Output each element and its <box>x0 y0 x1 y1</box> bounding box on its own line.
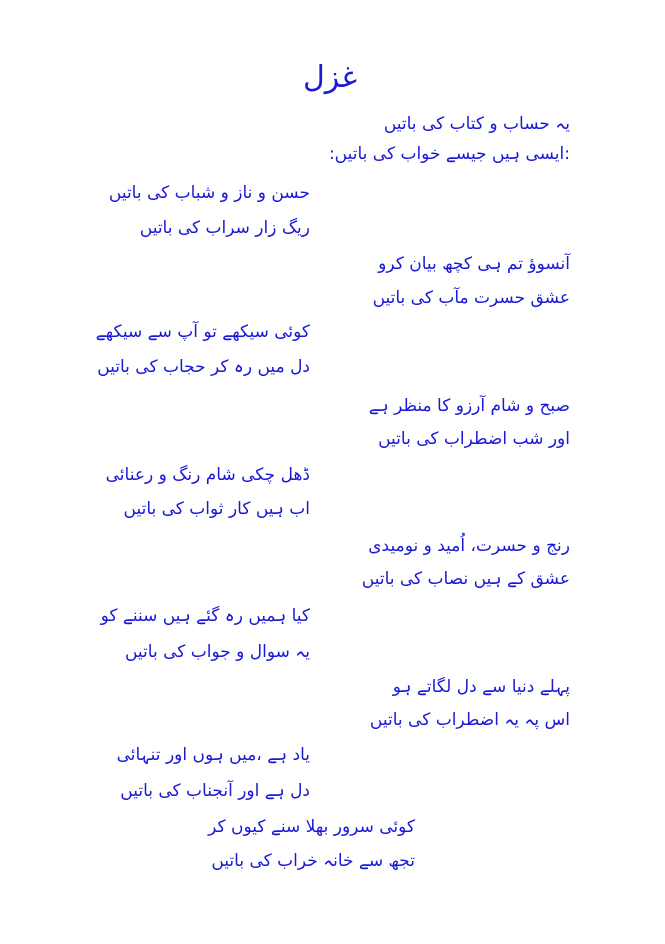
verse-line: دل ہے اور آنجناب کی باتیں <box>120 781 310 801</box>
verse-line: عشق حسرت مآب کی باتیں <box>372 288 570 308</box>
verse-line: ڈھل چکی شام رنگ و رعنائی <box>105 465 310 485</box>
poem-title: غزل <box>302 60 358 95</box>
verse-line: عشق کے ہیں نصاب کی باتیں <box>361 569 570 589</box>
verse-line: دل میں رہ کر حجاب کی باتیں <box>97 357 310 377</box>
verse-line: کوئی سیکھے تو آپ سے سیکھے <box>95 322 310 342</box>
verse-line: صبح و شام آرزو کا منظر ہے <box>368 396 570 416</box>
verse-line: رنج و حسرت، اُمید و نومیدی <box>368 536 570 556</box>
verse-line: کوئی سرور بھلا سنے کیوں کر <box>208 817 415 837</box>
verse-line: پہلے دنیا سے دل لگاتے ہو <box>392 677 570 697</box>
verse-line: اور شب اضطراب کی باتیں <box>378 429 570 449</box>
verse-line: ریگ زار سراب کی باتیں <box>139 218 310 238</box>
verse-line: یہ سوال و جواب کی باتیں <box>124 642 310 662</box>
verse-line: :ایسی ہیں جیسے خواب کی باتیں: <box>328 144 570 164</box>
verse-line: یہ حساب و کتاب کی باتیں <box>383 114 570 134</box>
verse-line: اب ہیں کار ثواب کی باتیں <box>123 499 310 519</box>
verse-line: یاد ہے ،میں ہوں اور تنہائی <box>116 745 310 765</box>
verse-line: اس پہ یہ اضطراب کی باتیں <box>369 710 570 730</box>
verse-line: کیا ہمیں رہ گئے ہیں سننے کو <box>100 606 310 626</box>
verse-line: آنسوؤ تم ہی کچھ بیان کرو <box>378 254 570 274</box>
verse-line: تجھ سے خانہ خراب کی باتیں <box>211 851 415 871</box>
verse-line: حسن و ناز و شباب کی باتیں <box>108 183 310 203</box>
